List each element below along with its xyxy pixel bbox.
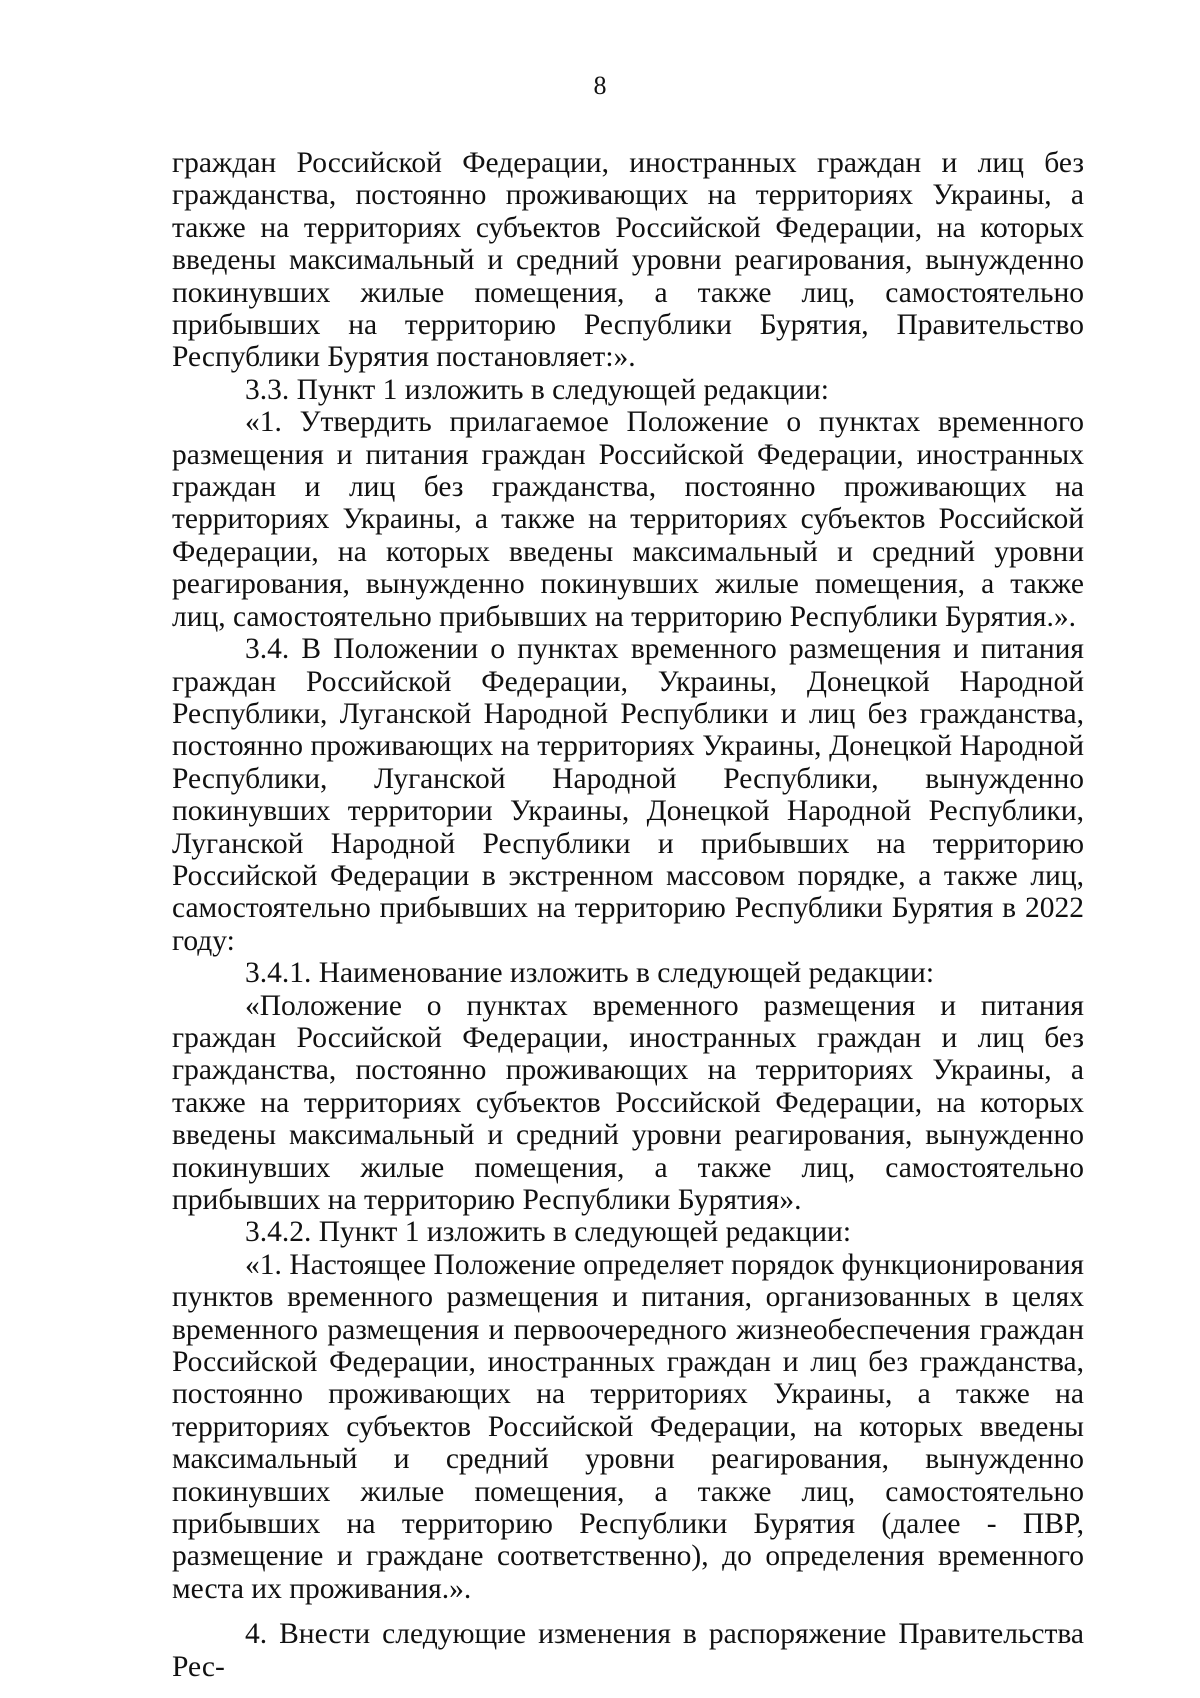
paragraph-3-4-2-quote: «1. Настоящее Положение определяет порядок функционирования пунктов временного размещения и питания, организованных в целях временного размещения и первоочередного жизнеобеспечения граждан Российской Федерации, иностранных граждан и лиц без гражданства, постоянно проживающих на территориях Украины, а также на территориях субъектов Российской Федерации, на которых введены максимальный и средний уровни реагирования, вынужденно покинувших жилые помещения, а также лиц, самостоятельно прибывших на территорию Республики Бурятия (далее - ПВР, размещение и граждане соответственно), до определения временного места их проживания.».	[172, 1248, 1084, 1605]
paragraph-3-3: 3.3. Пункт 1 изложить в следующей редакции:	[245, 373, 829, 406]
paragraph-3-3-quote: «1. Утвердить прилагаемое Положение о пунктах временного размещения и питания граждан Российской Федерации, иностранных граждан и лиц без гражданства, постоянно проживающих на территориях Украины, а также на территориях субъектов Российской Федерации, на которых введены максимальный и средний уровни реагирования, вынужденно покинувших жилые помещения, а также лиц, самостоятельно прибывших на территорию Республики Бурятия.».	[172, 406, 1084, 633]
paragraph-4: 4. Внести следующие изменения в распоряжение Правительства Рес-	[172, 1618, 1084, 1683]
paragraph-3-4-1: 3.4.1. Наименование изложить в следующей редакции:	[245, 957, 935, 990]
page-number: 8	[593, 71, 607, 100]
paragraph-3-4-1-quote: «Положение о пунктах временного размещения и питания граждан Российской Федерации, иностранных граждан и лиц без гражданства, постоянно проживающих на территориях Украины, а также на территориях субъектов Российской Федерации, на которых введены максимальный и средний уровни реагирования, вынужденно покинувших жилые помещения, а также лиц, самостоятельно прибывших на территорию Республики Бурятия».	[172, 989, 1084, 1216]
paragraph-continuation: граждан Российской Федерации, иностранных граждан и лиц без гражданства, постоянно проживающих на территориях Украины, а также на территориях субъектов Российской Федерации, на которых введены максимальный и средний уровни реагирования, вынужденно покинувших жилые помещения, а также лиц, самостоятельно прибывших на территорию Республики Бурятия, Правительство Республики Бурятия постановляет:».	[172, 147, 1084, 374]
body-text	[172, 147, 1084, 1683]
paragraph-3-4: 3.4. В Положении о пунктах временного размещения и питания граждан Российской Федерации, Украины, Донецкой Народной Республики, Луганской Народной Республики и лиц без гражданства, постоянно проживающих на территориях Украины, Донецкой Народной Республики, Луганской Народной Республики, вынужденно покинувших территории Украины, Донецкой Народной Республики, Луганской Народной Республики и прибывших на территорию Российской Федерации в экстренном массовом порядке, а также лиц, самостоятельно прибывших на территорию Республики Бурятия в 2022 году:	[172, 633, 1084, 957]
paragraph-3-4-2: 3.4.2. Пункт 1 изложить в следующей редакции:	[245, 1216, 852, 1249]
